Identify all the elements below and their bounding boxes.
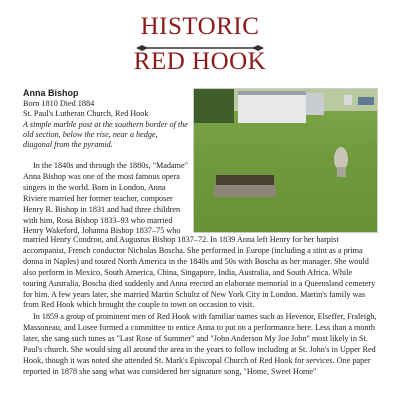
entry-name: Anna Bishop — [23, 88, 79, 98]
entry-caption: A simple marble post at the southern border of the old section, below the rise, near a hedge, diagonal from the pyramid. — [23, 119, 188, 150]
entry-dates: Born 1810 Died 1884 — [23, 99, 95, 108]
masthead-title-line1: HISTORIC — [140, 13, 260, 40]
entry-header — [23, 88, 188, 150]
entry-location: St. Paul's Lutheran Church, Red Hook — [23, 109, 149, 119]
masthead — [0, 14, 400, 40]
cemetery-photo — [193, 88, 378, 233]
paragraph-1-continued: married Henry Condron, and Augustus Bishop 1837–72. In 1839 Anna left Henry for her harpist accompanist, French conductor Nicholas Boscha. She performed in Europe (including a stint as a prima donna in Naples) and toured North America in the 1840s and 50s with Boscha as her manager. She would also perform in Mexico, South America, China, Singapore, India, Australia, and South Africa. While touring Australia, Boscha died suddenly and Anna erected an elaborate memorial in a Queensland cemetery for him. A few years later, she married Martin Schultz of New York City in London. Martin's family was from Red Hook which brought the couple to town on occasion to visit. — [23, 235, 376, 310]
article-column-narrow — [23, 161, 189, 237]
paragraph-2: In 1859 a group of prominent men of Red Hook with familiar names such as Hevenor, Elseffer, Fraleigh, Massoneau, and Losee formed a committee to entice Anna to put on a performance here. Less than a month later, she sang such tunes as "Last Rose of Summer" and "John Anderson My Joe John" most likely in St. Paul's church. She would sing all around the area in the years to follow including at St. John's in Upper Red Hook, though it was noted she attended St. Mark's Episcopal Church of Red Hook for services. One paper reported in 1878 she sang what was considered her signature song, "Home, Sweet Home" — [23, 312, 377, 376]
article-column-wide — [23, 235, 377, 378]
masthead-title-line2: RED HOOK — [133, 48, 267, 75]
cemetery-photo-image — [194, 89, 377, 232]
paragraph-1-start: In the 1840s and through the 1880s, "Madame" Anna Bishop was one of the most famous opera singers in the world. Born in London, Anna Riviere married her former teacher, composer Henry R. Bishop in 1831 and had three children with him, Rosa Bishop 1833–93 who married Henry Wakeford, Johanna Bishop 1837–75 who — [23, 161, 188, 236]
